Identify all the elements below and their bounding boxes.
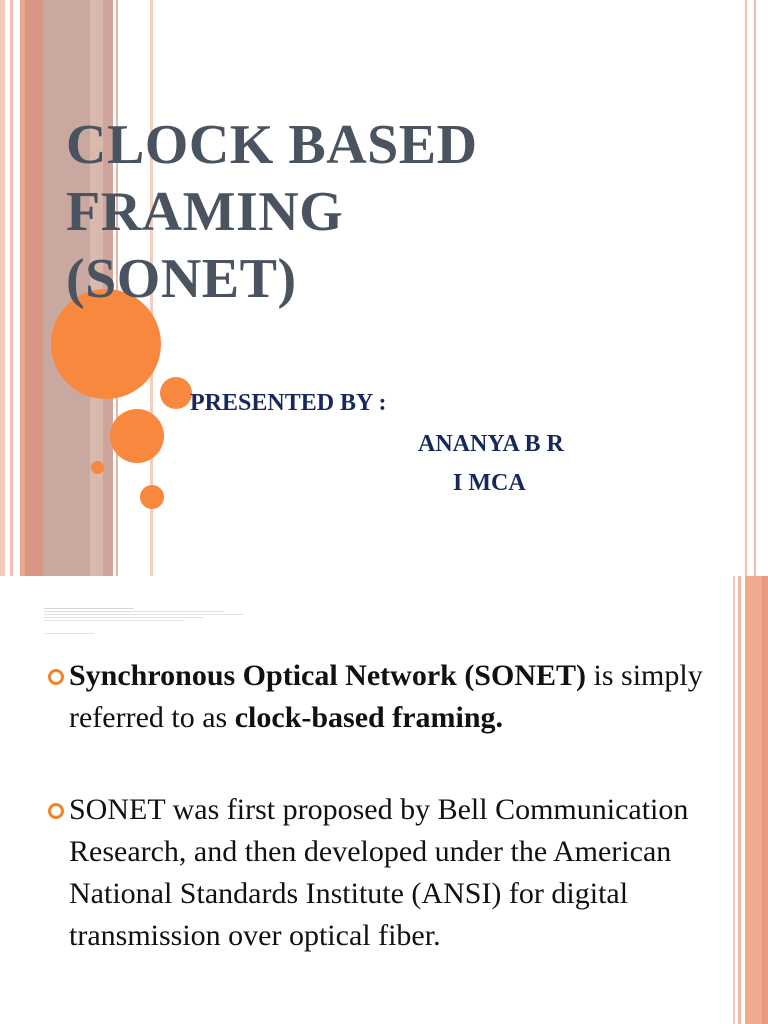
title-line: CLOCK BASED bbox=[66, 114, 478, 176]
decor-circle bbox=[110, 409, 164, 463]
slide-title bbox=[66, 112, 626, 313]
decor-stripe bbox=[754, 0, 756, 576]
presenter-name: ANANYA B R bbox=[418, 431, 564, 457]
decor-stripe bbox=[738, 576, 741, 1024]
bullet-bold-text: clock-based framing. bbox=[234, 701, 504, 734]
decor-stripe bbox=[0, 0, 5, 576]
bullet-item bbox=[69, 789, 729, 957]
bullet-circle-icon bbox=[48, 803, 64, 819]
decor-stripe bbox=[745, 0, 747, 576]
decor-circle bbox=[160, 377, 192, 409]
decor-circle bbox=[91, 461, 104, 474]
decor-stripe bbox=[25, 0, 43, 576]
bullet-circle-icon bbox=[48, 669, 64, 685]
decor-circle bbox=[140, 485, 164, 509]
content-slide bbox=[0, 576, 768, 1024]
title-line: (SONET) bbox=[66, 248, 297, 310]
decor-stripe bbox=[733, 576, 735, 1024]
bullet-text: is simply referred to as bbox=[69, 659, 703, 734]
decor-stripe bbox=[10, 0, 13, 576]
bullet-text: SONET was first proposed by Bell Communication Research, and then developed under the American National Standards Institute (ANSI) for digital transmission over optical fiber. bbox=[69, 793, 689, 952]
presented-by-label: PRESENTED BY : bbox=[190, 390, 387, 416]
title-line: FRAMING bbox=[66, 181, 344, 243]
decor-stripe bbox=[762, 576, 768, 1024]
presenter-course: I MCA bbox=[453, 470, 526, 496]
faint-notes bbox=[44, 606, 254, 634]
bullet-item bbox=[69, 655, 729, 739]
bullet-bold-text: Synchronous Optical Network (SONET) bbox=[69, 659, 587, 692]
